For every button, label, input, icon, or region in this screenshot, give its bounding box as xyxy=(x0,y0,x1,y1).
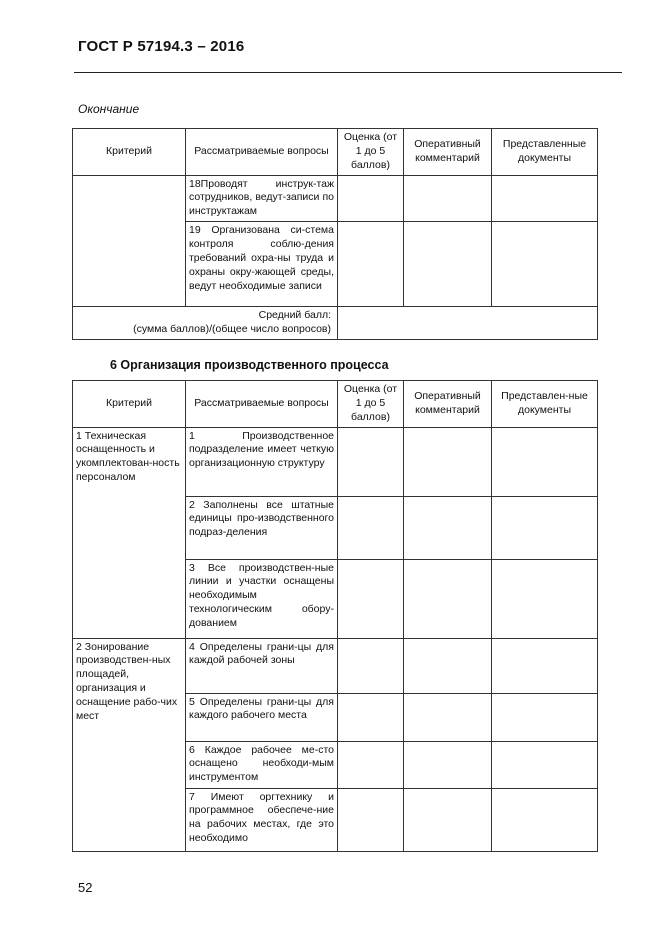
question-cell: 4 Определены грани-цы для каждой рабочей зоны xyxy=(186,638,338,693)
criterion-cell: 2 Зонирование производствен-ных площадей, организация и оснащение рабо-чих мест xyxy=(73,638,186,851)
documents-cell[interactable] xyxy=(492,496,598,559)
average-score-label xyxy=(73,307,338,340)
score-cell[interactable] xyxy=(338,741,404,788)
criterion-cell: 1 Техническая оснащенность и укомплектован-ность персоналом xyxy=(73,427,186,638)
comment-cell[interactable] xyxy=(404,427,492,496)
header-rule xyxy=(74,72,622,73)
page-number: 52 xyxy=(78,880,93,895)
documents-cell[interactable] xyxy=(492,222,598,307)
average-score-value-cell[interactable] xyxy=(338,307,598,340)
col-header-score: Оценка (от 1 до 5 баллов) xyxy=(338,129,404,176)
average-score-line2: (сумма баллов)/(общее число вопросов) xyxy=(133,323,331,336)
document-header: ГОСТ Р 57194.3 – 2016 xyxy=(78,38,245,55)
table-header-row xyxy=(73,129,598,176)
average-score-line1: Средний балл: xyxy=(258,309,331,322)
documents-cell[interactable] xyxy=(492,693,598,741)
question-cell: 3 Все производствен-ные линии и участки оснащены необходимым технологическим обору-дованием xyxy=(186,559,338,638)
comment-cell[interactable] xyxy=(404,175,492,222)
col-header-questions: Рассматриваемые вопросы xyxy=(186,381,338,428)
documents-cell[interactable] xyxy=(492,788,598,851)
score-cell[interactable] xyxy=(338,559,404,638)
comment-cell[interactable] xyxy=(404,693,492,741)
documents-cell[interactable] xyxy=(492,175,598,222)
col-header-comment: Оперативный комментарий xyxy=(404,381,492,428)
col-header-questions: Рассматриваемые вопросы xyxy=(186,129,338,176)
question-cell: 1 Производственное подразделение имеет четкую организационную структуру xyxy=(186,427,338,496)
comment-cell[interactable] xyxy=(404,638,492,693)
documents-cell[interactable] xyxy=(492,638,598,693)
score-cell[interactable] xyxy=(338,496,404,559)
col-header-criterion: Критерий xyxy=(73,381,186,428)
question-cell: 5 Определены грани-цы для каждого рабочего места xyxy=(186,693,338,741)
question-cell: 18Проводят инструк-таж сотрудников, ведут-записи по инструктажам xyxy=(186,175,338,222)
score-cell[interactable] xyxy=(338,693,404,741)
comment-cell[interactable] xyxy=(404,741,492,788)
criterion-cell-empty xyxy=(73,175,186,307)
documents-cell[interactable] xyxy=(492,427,598,496)
comment-cell[interactable] xyxy=(404,559,492,638)
documents-cell[interactable] xyxy=(492,559,598,638)
assessment-table-section-6 xyxy=(72,380,598,852)
score-cell[interactable] xyxy=(338,222,404,307)
col-header-comment: Оперативный комментарий xyxy=(404,129,492,176)
score-cell[interactable] xyxy=(338,427,404,496)
question-cell: 6 Каждое рабочее ме-сто оснащено необходи-мым инструментом xyxy=(186,741,338,788)
score-cell[interactable] xyxy=(338,638,404,693)
comment-cell[interactable] xyxy=(404,496,492,559)
score-cell[interactable] xyxy=(338,175,404,222)
question-cell: 19 Организована си-стема контроля соблю-дения требований охра-ны труда и охраны окру-жающей среды, ведут необходимые записи xyxy=(186,222,338,307)
table-header-row xyxy=(73,381,598,428)
col-header-score: Оценка (от 1 до 5 баллов) xyxy=(338,381,404,428)
table-row xyxy=(73,427,598,496)
comment-cell[interactable] xyxy=(404,788,492,851)
col-header-criterion: Критерий xyxy=(73,129,186,176)
table-continuation-label: Окончание xyxy=(78,102,140,116)
comment-cell[interactable] xyxy=(404,222,492,307)
assessment-table-continued xyxy=(72,128,598,340)
question-cell: 2 Заполнены все штатные единицы про-изводственного подраз-деления xyxy=(186,496,338,559)
table-row xyxy=(73,638,598,693)
col-header-documents: Представленные документы xyxy=(492,129,598,176)
question-cell: 7 Имеют оргтехнику и программное обеспече-ние на рабочих местах, где это необходимо xyxy=(186,788,338,851)
col-header-documents: Представлен-ные документы xyxy=(492,381,598,428)
table-row xyxy=(73,175,598,222)
average-score-row xyxy=(73,307,598,340)
section-title: 6 Организация производственного процесса xyxy=(110,358,389,372)
score-cell[interactable] xyxy=(338,788,404,851)
documents-cell[interactable] xyxy=(492,741,598,788)
